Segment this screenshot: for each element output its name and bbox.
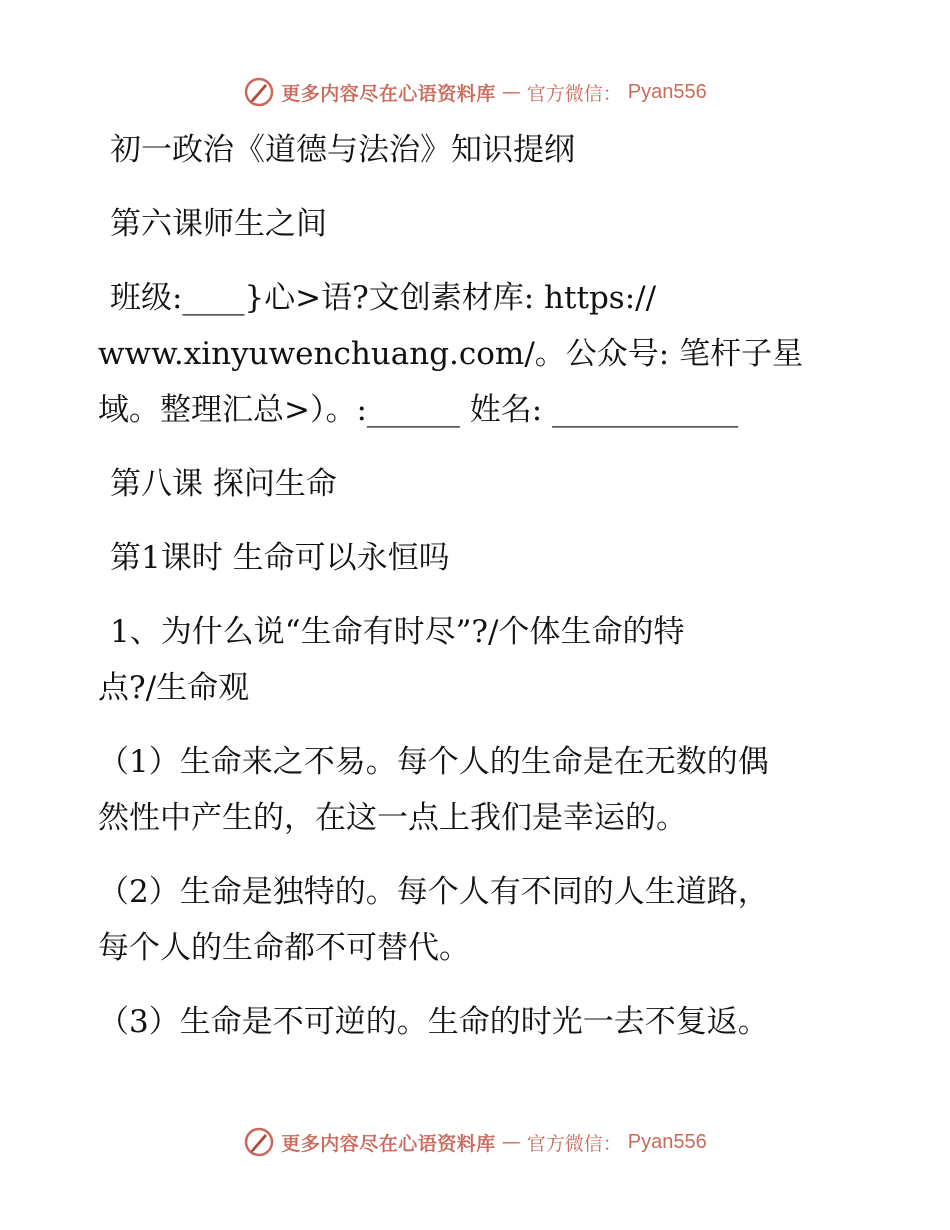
class-line-3: 域。整理汇总>）。:______ 姓名: ____________ [98, 392, 739, 428]
lesson-8-heading: 第八课 探问生命 [110, 466, 337, 502]
banner-wechat-id: Pyan556 [627, 80, 707, 103]
banner-wechat-label: 官方微信： [526, 1132, 622, 1155]
point-2-line-2: 每个人的生命都不可替代。 [98, 930, 470, 966]
point-1-line-2: 然性中产生的，在这一点上我们是幸运的。 [98, 800, 687, 836]
point-3-line-1: （3）生命是不可逆的。生命的时光一去不复返。 [98, 1004, 769, 1040]
question-1-line-1: 1、为什么说“生命有时尽”?/个体生命的特 [110, 614, 685, 650]
lesson-6-heading: 第六课师生之间 [110, 206, 327, 242]
class-line-1: 班级:____}心>语?文创素材库: https:// [110, 280, 657, 316]
point-1-line-1: （1）生命来之不易。每个人的生命是在无数的偶 [98, 744, 769, 780]
header-banner [0, 72, 950, 112]
banner-text: 更多内容尽在心语资料库 [281, 1132, 496, 1155]
class-line-2: www.xinyuwenchuang.com/。公众号: 笔杆子星 [98, 336, 804, 372]
period-1-heading: 第1课时 生命可以永恒吗 [110, 540, 450, 576]
banner-text: 更多内容尽在心语资料库 [281, 82, 496, 105]
footer-banner [0, 1122, 950, 1162]
quill-logo-icon [243, 76, 275, 108]
point-2-line-1: （2）生命是独特的。每个人有不同的人生道路， [98, 874, 769, 910]
document-title: 初一政治《道德与法治》知识提纲 [110, 132, 575, 168]
banner-wechat-id: Pyan556 [627, 1130, 707, 1153]
quill-logo-icon [243, 1126, 275, 1158]
document-body [98, 122, 858, 1050]
banner-wechat-label: 官方微信： [526, 82, 622, 105]
banner-dash: — [501, 1131, 521, 1153]
question-1-line-2: 点?/生命观 [98, 670, 250, 706]
banner-dash: — [501, 81, 521, 103]
